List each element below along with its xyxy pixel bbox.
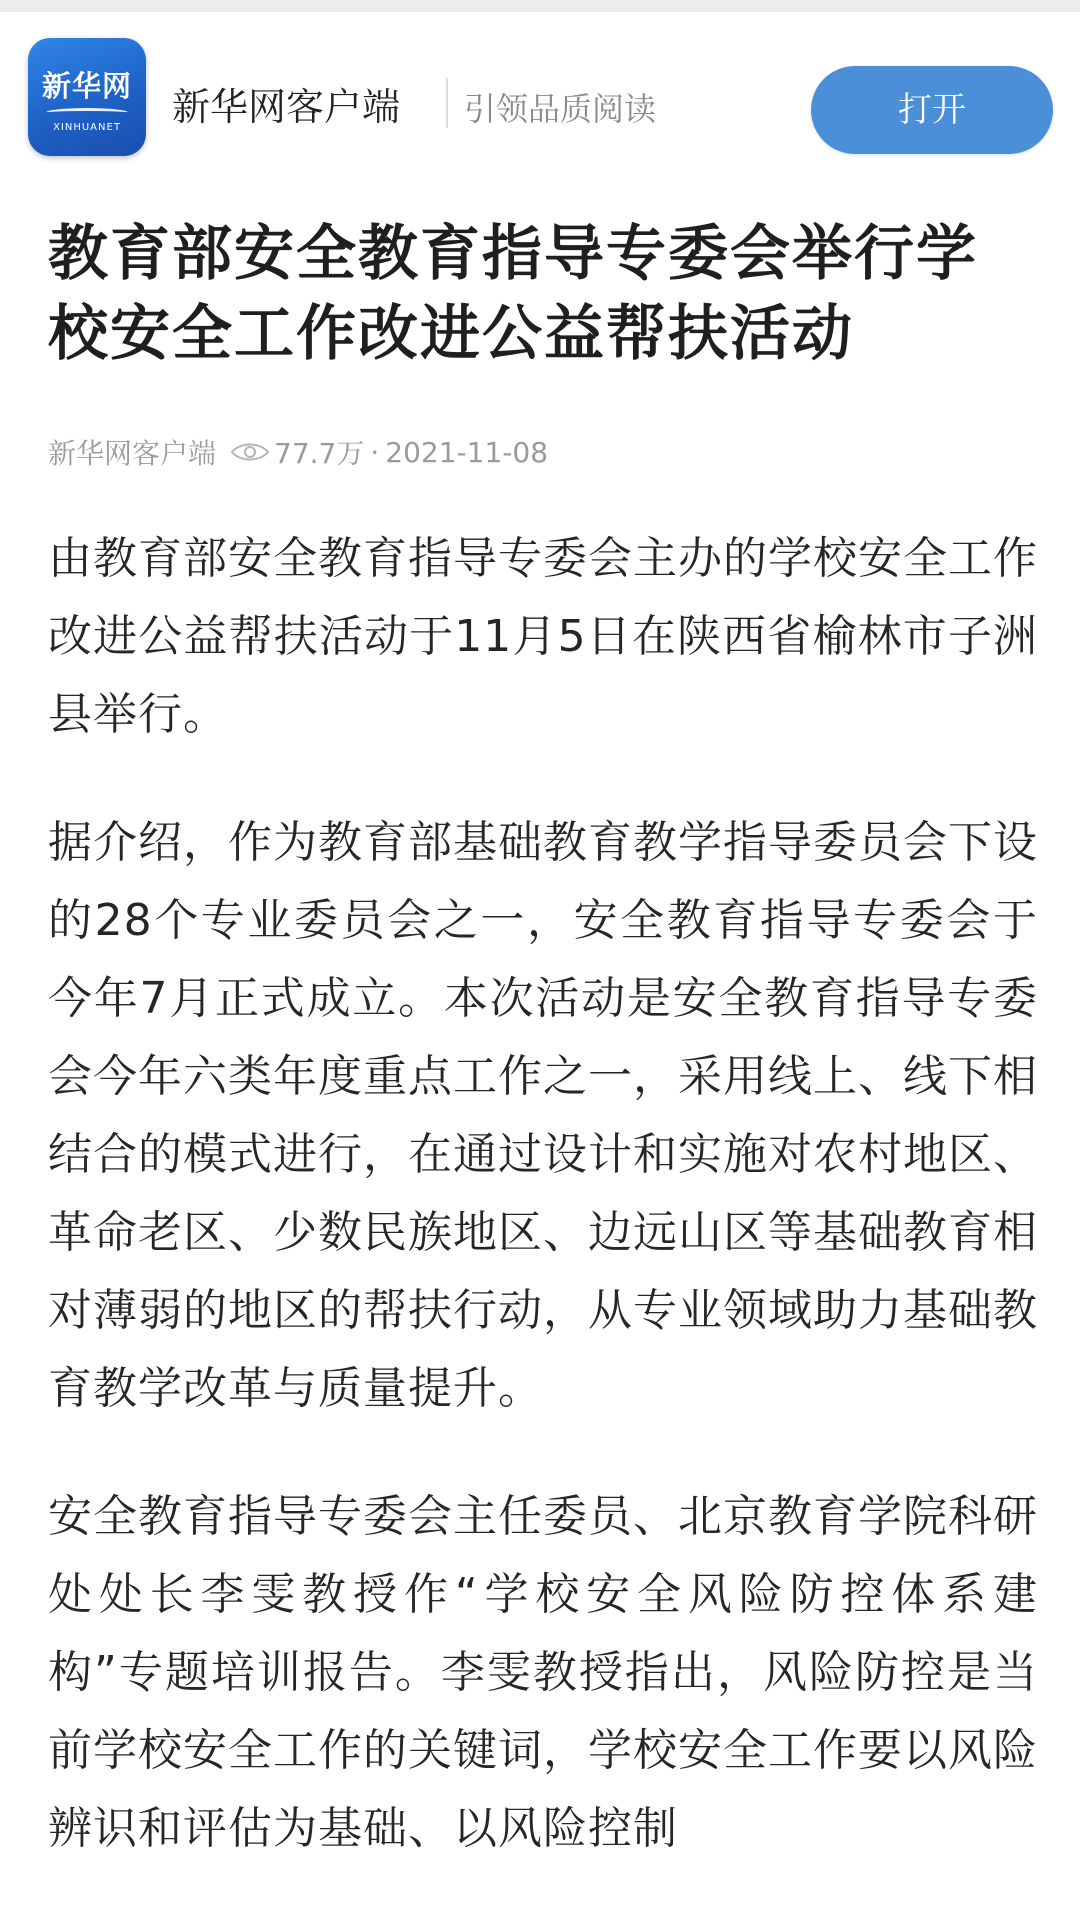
- open-app-button[interactable]: 打开: [811, 66, 1053, 154]
- status-strip: [0, 0, 1080, 12]
- app-download-banner: [0, 12, 1080, 190]
- logo-subtitle: XINHUANET: [53, 122, 121, 133]
- app-logo[interactable]: [28, 38, 146, 156]
- meta-separator: ·: [370, 435, 380, 469]
- article-paragraph: 由教育部安全教育指导专委会主办的学校安全工作改进公益帮扶活动于11月5日在陕西省榆林市子洲县举行。: [48, 533, 1038, 740]
- article-paragraph: 安全教育指导专委会主任委员、北京教育学院科研处处长李雯教授作“学校安全风险防控体系建构”专题培训报告。李雯教授指出，风险防控是当前学校安全工作的关键词，学校安全工作要以风险辨识和评估为基础、以风险控制: [48, 1491, 1038, 1854]
- logo-swoosh-icon: [46, 108, 128, 117]
- logo-title: 新华网: [41, 69, 132, 103]
- article-paragraph: 据介绍，作为教育部基础教育教学指导委员会下设的28个专业委员会之一，安全教育指导专委会于今年7月正式成立。本次活动是安全教育指导专委会今年六类年度重点工作之一，采用线上、线下相结合的模式进行，在通过设计和实施对农村地区、革命老区、少数民族地区、边远山区等基础教育相对薄弱的地区的帮扶行动，从专业领域助力基础教育教学改革与质量提升。: [48, 817, 1038, 1414]
- article-meta: [48, 432, 548, 472]
- eye-icon: [230, 441, 270, 463]
- banner-divider: [446, 78, 448, 128]
- article-source: 新华网客户端: [48, 437, 217, 470]
- publish-date: 2021-11-08: [385, 435, 549, 469]
- article-title: 教育部安全教育指导专委会举行学校安全工作改进公益帮扶活动: [48, 219, 978, 369]
- app-slogan: 引领品质阅读: [464, 90, 657, 128]
- view-count: 77.7万: [274, 437, 365, 470]
- article-body: [48, 520, 1038, 1918]
- app-name: 新华网客户端: [172, 85, 401, 129]
